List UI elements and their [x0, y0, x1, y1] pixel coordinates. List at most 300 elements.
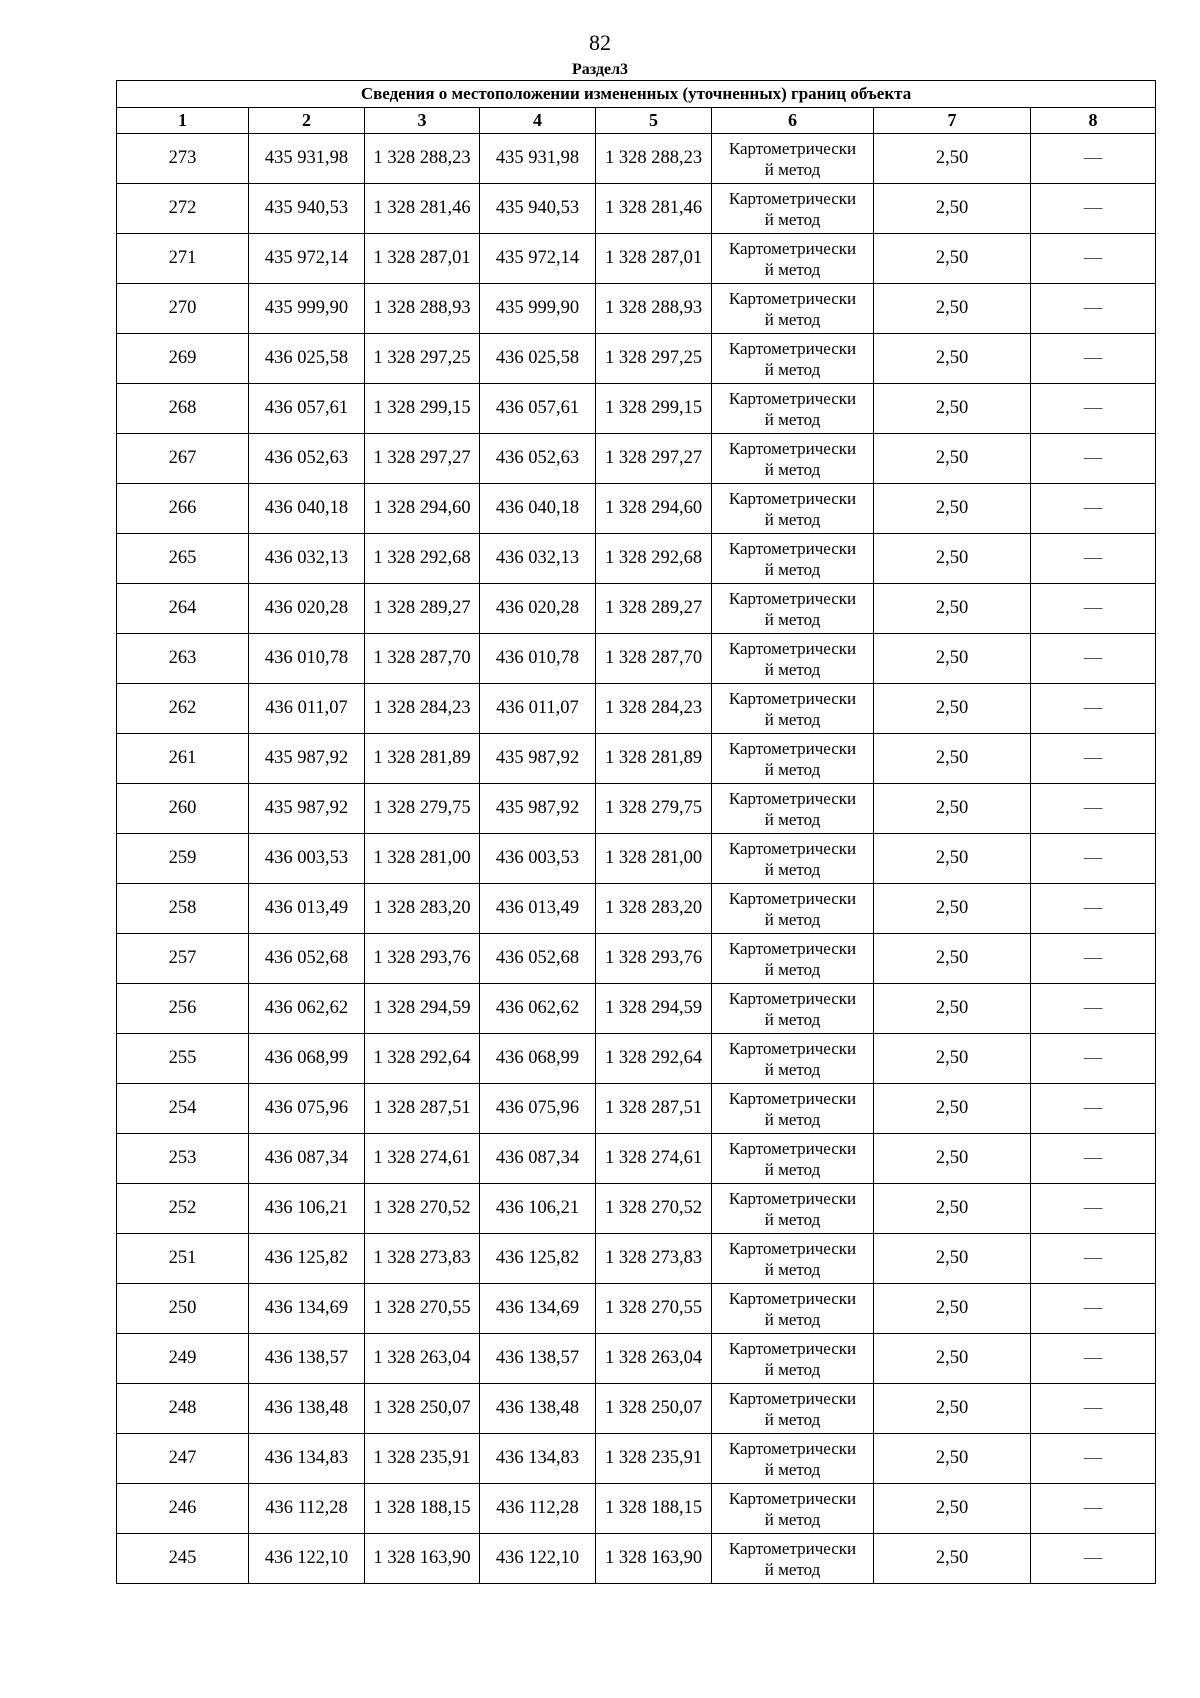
y-old-cell: 1 328 188,15 [365, 1484, 480, 1534]
method-cell [712, 1534, 874, 1584]
note-cell: — [1031, 234, 1156, 284]
y-old-cell: 1 328 294,59 [365, 984, 480, 1034]
point-number-cell: 266 [117, 484, 249, 534]
x-old-cell: 435 931,98 [249, 134, 365, 184]
table-row [117, 1184, 1156, 1234]
table-row [117, 1334, 1156, 1384]
x-new-cell: 436 138,48 [480, 1384, 596, 1434]
method-line-2: й метод [764, 659, 821, 679]
point-number-cell: 257 [117, 934, 249, 984]
table-body [117, 134, 1156, 1584]
note-cell: — [1031, 584, 1156, 634]
accuracy-cell: 2,50 [874, 1384, 1031, 1434]
method-cell [712, 734, 874, 784]
y-new-cell: 1 328 287,70 [596, 634, 712, 684]
method-line-1: Картометрически [728, 388, 857, 408]
method-line-2: й метод [764, 759, 821, 779]
note-cell: — [1031, 784, 1156, 834]
method-cell [712, 284, 874, 334]
accuracy-cell: 2,50 [874, 1034, 1031, 1084]
y-old-cell: 1 328 163,90 [365, 1534, 480, 1584]
method-line-2: й метод [764, 459, 821, 479]
method-line-2: й метод [764, 509, 821, 529]
method-line-1: Картометрически [728, 1388, 857, 1408]
column-number-row [117, 108, 1156, 134]
y-new-cell: 1 328 299,15 [596, 384, 712, 434]
point-number-cell: 259 [117, 834, 249, 884]
page-number: 82 [589, 30, 611, 55]
accuracy-cell: 2,50 [874, 534, 1031, 584]
y-new-cell: 1 328 281,00 [596, 834, 712, 884]
table-row [117, 234, 1156, 284]
x-new-cell: 436 052,63 [480, 434, 596, 484]
table-row [117, 684, 1156, 734]
accuracy-cell: 2,50 [874, 884, 1031, 934]
x-new-cell: 436 075,96 [480, 1084, 596, 1134]
note-cell: — [1031, 384, 1156, 434]
y-new-cell: 1 328 263,04 [596, 1334, 712, 1384]
method-cell [712, 1184, 874, 1234]
y-old-cell: 1 328 287,51 [365, 1084, 480, 1134]
method-line-1: Картометрически [728, 938, 857, 958]
x-new-cell: 435 987,92 [480, 734, 596, 784]
accuracy-cell: 2,50 [874, 484, 1031, 534]
x-new-cell: 436 125,82 [480, 1234, 596, 1284]
y-new-cell: 1 328 294,59 [596, 984, 712, 1034]
method-line-1: Картометрически [728, 488, 857, 508]
x-old-cell: 436 106,21 [249, 1184, 365, 1234]
method-line-1: Картометрически [728, 138, 857, 158]
point-number-cell: 265 [117, 534, 249, 584]
y-new-cell: 1 328 283,20 [596, 884, 712, 934]
table-row [117, 1034, 1156, 1084]
method-line-2: й метод [764, 1409, 821, 1429]
accuracy-cell: 2,50 [874, 184, 1031, 234]
method-line-2: й метод [764, 1309, 821, 1329]
method-line-2: й метод [764, 359, 821, 379]
method-cell [712, 1434, 874, 1484]
method-line-1: Картометрически [728, 988, 857, 1008]
point-number-cell: 260 [117, 784, 249, 834]
x-old-cell: 436 003,53 [249, 834, 365, 884]
table-row [117, 284, 1156, 334]
accuracy-cell: 2,50 [874, 134, 1031, 184]
y-new-cell: 1 328 288,23 [596, 134, 712, 184]
note-cell: — [1031, 934, 1156, 984]
y-new-cell: 1 328 294,60 [596, 484, 712, 534]
y-old-cell: 1 328 263,04 [365, 1334, 480, 1384]
accuracy-cell: 2,50 [874, 1434, 1031, 1484]
y-new-cell: 1 328 287,51 [596, 1084, 712, 1134]
x-old-cell: 436 040,18 [249, 484, 365, 534]
y-new-cell: 1 328 292,68 [596, 534, 712, 584]
point-number-cell: 272 [117, 184, 249, 234]
note-cell: — [1031, 734, 1156, 784]
point-number-cell: 249 [117, 1334, 249, 1384]
table-row [117, 134, 1156, 184]
method-line-1: Картометрически [728, 538, 857, 558]
table-row [117, 484, 1156, 534]
x-new-cell: 436 025,58 [480, 334, 596, 384]
x-new-cell: 436 003,53 [480, 834, 596, 884]
method-line-2: й метод [764, 1209, 821, 1229]
y-old-cell: 1 328 279,75 [365, 784, 480, 834]
point-number-cell: 254 [117, 1084, 249, 1134]
note-cell: — [1031, 884, 1156, 934]
method-line-1: Картометрически [728, 738, 857, 758]
y-old-cell: 1 328 293,76 [365, 934, 480, 984]
accuracy-cell: 2,50 [874, 1534, 1031, 1584]
method-line-2: й метод [764, 809, 821, 829]
x-old-cell: 436 125,82 [249, 1234, 365, 1284]
method-cell [712, 534, 874, 584]
method-line-1: Картометрически [728, 838, 857, 858]
point-number-cell: 273 [117, 134, 249, 184]
x-new-cell: 436 011,07 [480, 684, 596, 734]
x-old-cell: 436 075,96 [249, 1084, 365, 1134]
note-cell: — [1031, 284, 1156, 334]
method-line-1: Картометрически [728, 188, 857, 208]
accuracy-cell: 2,50 [874, 684, 1031, 734]
accuracy-cell: 2,50 [874, 1484, 1031, 1534]
accuracy-cell: 2,50 [874, 1084, 1031, 1134]
y-old-cell: 1 328 281,89 [365, 734, 480, 784]
accuracy-cell: 2,50 [874, 934, 1031, 984]
method-line-2: й метод [764, 1509, 821, 1529]
accuracy-cell: 2,50 [874, 1334, 1031, 1384]
table-row [117, 584, 1156, 634]
y-old-cell: 1 328 281,00 [365, 834, 480, 884]
method-line-2: й метод [764, 1159, 821, 1179]
x-old-cell: 436 138,57 [249, 1334, 365, 1384]
point-number-cell: 268 [117, 384, 249, 434]
method-line-1: Картометрически [728, 288, 857, 308]
y-new-cell: 1 328 288,93 [596, 284, 712, 334]
note-cell: — [1031, 1434, 1156, 1484]
note-cell: — [1031, 1234, 1156, 1284]
x-old-cell: 436 052,68 [249, 934, 365, 984]
method-line-2: й метод [764, 609, 821, 629]
point-number-cell: 258 [117, 884, 249, 934]
method-cell [712, 1034, 874, 1084]
x-old-cell: 436 025,58 [249, 334, 365, 384]
method-line-1: Картометрически [728, 638, 857, 658]
x-old-cell: 436 052,63 [249, 434, 365, 484]
method-cell [712, 884, 874, 934]
x-old-cell: 436 134,69 [249, 1284, 365, 1334]
x-old-cell: 436 138,48 [249, 1384, 365, 1434]
accuracy-cell: 2,50 [874, 334, 1031, 384]
x-new-cell: 435 987,92 [480, 784, 596, 834]
y-new-cell: 1 328 297,25 [596, 334, 712, 384]
method-line-2: й метод [764, 1559, 821, 1579]
point-number-cell: 261 [117, 734, 249, 784]
x-old-cell: 435 987,92 [249, 784, 365, 834]
y-new-cell: 1 328 281,46 [596, 184, 712, 234]
method-line-2: й метод [764, 859, 821, 879]
x-old-cell: 436 068,99 [249, 1034, 365, 1084]
method-cell [712, 1234, 874, 1284]
method-cell [712, 384, 874, 434]
method-line-1: Картометрически [728, 1538, 857, 1558]
y-new-cell: 1 328 250,07 [596, 1384, 712, 1434]
accuracy-cell: 2,50 [874, 1284, 1031, 1334]
point-number-cell: 255 [117, 1034, 249, 1084]
y-old-cell: 1 328 270,52 [365, 1184, 480, 1234]
point-number-cell: 262 [117, 684, 249, 734]
method-line-2: й метод [764, 1059, 821, 1079]
x-old-cell: 436 087,34 [249, 1134, 365, 1184]
point-number-cell: 267 [117, 434, 249, 484]
point-number-cell: 246 [117, 1484, 249, 1534]
x-new-cell: 436 032,13 [480, 534, 596, 584]
note-cell: — [1031, 1284, 1156, 1334]
x-old-cell: 436 011,07 [249, 684, 365, 734]
x-new-cell: 435 999,90 [480, 284, 596, 334]
column-header: 1 [117, 108, 249, 134]
note-cell: — [1031, 184, 1156, 234]
method-line-1: Картометрически [728, 1138, 857, 1158]
table-row [117, 1484, 1156, 1534]
y-old-cell: 1 328 288,93 [365, 284, 480, 334]
x-old-cell: 436 062,62 [249, 984, 365, 1034]
y-old-cell: 1 328 297,27 [365, 434, 480, 484]
point-number-cell: 253 [117, 1134, 249, 1184]
method-cell [712, 234, 874, 284]
column-header: 2 [249, 108, 365, 134]
table-row [117, 1284, 1156, 1334]
table-row [117, 1534, 1156, 1584]
x-new-cell: 436 010,78 [480, 634, 596, 684]
accuracy-cell: 2,50 [874, 284, 1031, 334]
note-cell: — [1031, 534, 1156, 584]
x-new-cell: 436 068,99 [480, 1034, 596, 1084]
y-new-cell: 1 328 273,83 [596, 1234, 712, 1284]
x-old-cell: 436 032,13 [249, 534, 365, 584]
table-row [117, 184, 1156, 234]
accuracy-cell: 2,50 [874, 784, 1031, 834]
method-cell [712, 434, 874, 484]
method-line-2: й метод [764, 409, 821, 429]
note-cell: — [1031, 1184, 1156, 1234]
x-new-cell: 436 013,49 [480, 884, 596, 934]
table-row [117, 634, 1156, 684]
y-new-cell: 1 328 270,52 [596, 1184, 712, 1234]
method-cell [712, 634, 874, 684]
point-number-cell: 270 [117, 284, 249, 334]
x-old-cell: 436 122,10 [249, 1534, 365, 1584]
table-row [117, 1384, 1156, 1434]
note-cell: — [1031, 1534, 1156, 1584]
note-cell: — [1031, 134, 1156, 184]
method-cell [712, 784, 874, 834]
y-new-cell: 1 328 163,90 [596, 1534, 712, 1584]
method-line-2: й метод [764, 259, 821, 279]
column-header: 7 [874, 108, 1031, 134]
y-new-cell: 1 328 235,91 [596, 1434, 712, 1484]
accuracy-cell: 2,50 [874, 834, 1031, 884]
method-line-1: Картометрически [728, 1188, 857, 1208]
table-row [117, 984, 1156, 1034]
x-old-cell: 435 940,53 [249, 184, 365, 234]
y-new-cell: 1 328 279,75 [596, 784, 712, 834]
method-cell [712, 1484, 874, 1534]
y-old-cell: 1 328 283,20 [365, 884, 480, 934]
x-new-cell: 436 106,21 [480, 1184, 596, 1234]
method-line-1: Картометрически [728, 1238, 857, 1258]
point-number-cell: 271 [117, 234, 249, 284]
note-cell: — [1031, 1084, 1156, 1134]
method-line-1: Картометрически [728, 588, 857, 608]
column-header: 3 [365, 108, 480, 134]
x-old-cell: 435 999,90 [249, 284, 365, 334]
x-new-cell: 436 062,62 [480, 984, 596, 1034]
y-old-cell: 1 328 297,25 [365, 334, 480, 384]
table-row [117, 884, 1156, 934]
x-new-cell: 436 087,34 [480, 1134, 596, 1184]
accuracy-cell: 2,50 [874, 734, 1031, 784]
table-row [117, 534, 1156, 584]
x-new-cell: 436 134,69 [480, 1284, 596, 1334]
point-number-cell: 252 [117, 1184, 249, 1234]
method-line-2: й метод [764, 1359, 821, 1379]
method-line-2: й метод [764, 1259, 821, 1279]
method-cell [712, 684, 874, 734]
note-cell: — [1031, 634, 1156, 684]
y-old-cell: 1 328 288,23 [365, 134, 480, 184]
note-cell: — [1031, 1034, 1156, 1084]
x-new-cell: 436 138,57 [480, 1334, 596, 1384]
x-old-cell: 436 134,83 [249, 1434, 365, 1484]
column-header: 6 [712, 108, 874, 134]
method-cell [712, 584, 874, 634]
y-old-cell: 1 328 289,27 [365, 584, 480, 634]
method-cell [712, 834, 874, 884]
method-cell [712, 484, 874, 534]
y-old-cell: 1 328 250,07 [365, 1384, 480, 1434]
method-cell [712, 1134, 874, 1184]
note-cell: — [1031, 334, 1156, 384]
table-row [117, 384, 1156, 434]
method-cell [712, 1384, 874, 1434]
y-old-cell: 1 328 270,55 [365, 1284, 480, 1334]
method-line-1: Картометрически [728, 238, 857, 258]
x-old-cell: 435 972,14 [249, 234, 365, 284]
table-row [117, 1234, 1156, 1284]
method-cell [712, 934, 874, 984]
y-old-cell: 1 328 287,01 [365, 234, 480, 284]
table-row [117, 734, 1156, 784]
note-cell: — [1031, 484, 1156, 534]
method-line-2: й метод [764, 159, 821, 179]
y-old-cell: 1 328 292,68 [365, 534, 480, 584]
table-row [117, 1084, 1156, 1134]
point-number-cell: 247 [117, 1434, 249, 1484]
method-cell [712, 984, 874, 1034]
column-header: 5 [596, 108, 712, 134]
accuracy-cell: 2,50 [874, 1134, 1031, 1184]
y-new-cell: 1 328 292,64 [596, 1034, 712, 1084]
x-new-cell: 436 040,18 [480, 484, 596, 534]
y-old-cell: 1 328 284,23 [365, 684, 480, 734]
accuracy-cell: 2,50 [874, 434, 1031, 484]
method-cell [712, 334, 874, 384]
y-new-cell: 1 328 287,01 [596, 234, 712, 284]
note-cell: — [1031, 1484, 1156, 1534]
accuracy-cell: 2,50 [874, 634, 1031, 684]
x-new-cell: 436 112,28 [480, 1484, 596, 1534]
y-new-cell: 1 328 284,23 [596, 684, 712, 734]
table-caption: Сведения о местоположении измененных (уточненных) границ объекта [117, 81, 1156, 108]
method-line-1: Картометрически [728, 1088, 857, 1108]
note-cell: — [1031, 1384, 1156, 1434]
method-line-2: й метод [764, 1009, 821, 1029]
section-title: Раздел3 [571, 61, 629, 78]
accuracy-cell: 2,50 [874, 384, 1031, 434]
x-old-cell: 436 057,61 [249, 384, 365, 434]
note-cell: — [1031, 1134, 1156, 1184]
y-new-cell: 1 328 274,61 [596, 1134, 712, 1184]
method-line-1: Картометрически [728, 438, 857, 458]
point-number-cell: 248 [117, 1384, 249, 1434]
note-cell: — [1031, 434, 1156, 484]
x-new-cell: 436 134,83 [480, 1434, 596, 1484]
boundary-coordinates-table [116, 80, 1156, 1584]
note-cell: — [1031, 684, 1156, 734]
method-line-2: й метод [764, 309, 821, 329]
x-new-cell: 436 122,10 [480, 1534, 596, 1584]
accuracy-cell: 2,50 [874, 584, 1031, 634]
y-old-cell: 1 328 292,64 [365, 1034, 480, 1084]
y-new-cell: 1 328 293,76 [596, 934, 712, 984]
x-new-cell: 436 020,28 [480, 584, 596, 634]
method-line-1: Картометрически [728, 1438, 857, 1458]
table-row [117, 334, 1156, 384]
method-line-2: й метод [764, 209, 821, 229]
y-new-cell: 1 328 289,27 [596, 584, 712, 634]
point-number-cell: 245 [117, 1534, 249, 1584]
method-cell [712, 1284, 874, 1334]
note-cell: — [1031, 1334, 1156, 1384]
method-line-1: Картометрически [728, 1038, 857, 1058]
y-new-cell: 1 328 188,15 [596, 1484, 712, 1534]
method-line-1: Картометрически [728, 888, 857, 908]
method-line-2: й метод [764, 709, 821, 729]
method-line-2: й метод [764, 959, 821, 979]
y-new-cell: 1 328 297,27 [596, 434, 712, 484]
y-old-cell: 1 328 287,70 [365, 634, 480, 684]
method-line-1: Картометрически [728, 338, 857, 358]
table-row [117, 1134, 1156, 1184]
accuracy-cell: 2,50 [874, 1234, 1031, 1284]
method-line-1: Картометрически [728, 1338, 857, 1358]
y-new-cell: 1 328 270,55 [596, 1284, 712, 1334]
x-new-cell: 436 057,61 [480, 384, 596, 434]
point-number-cell: 269 [117, 334, 249, 384]
x-old-cell: 436 020,28 [249, 584, 365, 634]
y-old-cell: 1 328 274,61 [365, 1134, 480, 1184]
accuracy-cell: 2,50 [874, 234, 1031, 284]
x-new-cell: 436 052,68 [480, 934, 596, 984]
method-cell [712, 184, 874, 234]
y-old-cell: 1 328 299,15 [365, 384, 480, 434]
note-cell: — [1031, 834, 1156, 884]
y-old-cell: 1 328 273,83 [365, 1234, 480, 1284]
method-cell [712, 134, 874, 184]
method-line-1: Картометрически [728, 788, 857, 808]
method-line-2: й метод [764, 1459, 821, 1479]
accuracy-cell: 2,50 [874, 984, 1031, 1034]
